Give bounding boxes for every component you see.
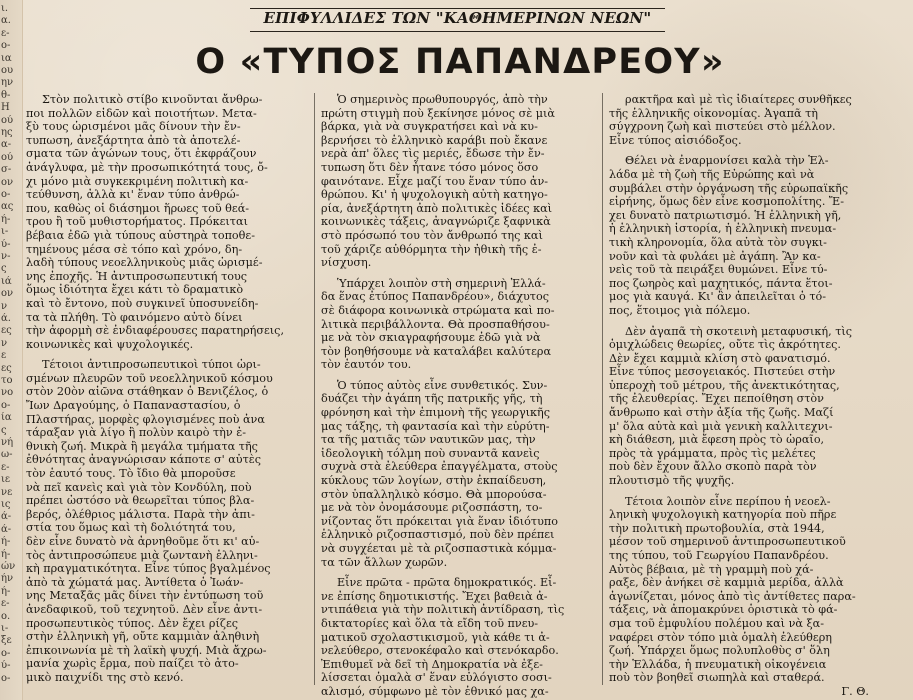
article-line: Ὁ σημερινὸς πρωθυπουργός, ἀπὸ τὴν [337,93,548,106]
article-line: κὴ πραγματικότητα. Εἶνε τύπος βγαλμένος [26,562,271,576]
article-line: Δὲν ἔχει καμμιὰ κλίση στὸ φανατισμό. [609,351,831,365]
article-line: ὁμιχλώδεις θεωρίες, οὔτε τὶς ἀκρότητες. [609,338,841,352]
article-line: τὴν ἀφορμὴ σὲ ἐνδιαφέρουσες παρατηρήσεις, [26,324,285,338]
edge-text-line: ά. [1,313,11,324]
article-line: τυπωση, ἀνεξάρτητα ἀπὸ τὰ ἀποτελέ- [26,133,241,147]
article-line: με νὰ τὸν ὀνομάσουμε ριζοσπάστη, το- [321,501,543,515]
article-line: στὸν ὑπαλληλικὸ κόσμο. Θὰ μπορούσα- [321,487,547,501]
edge-text-line: ι- [1,623,9,634]
headline: Ο «ΤΥΠΟΣ ΠΑΠΑΝΔΡΕΟΥ» [195,42,725,82]
article-line: τὸν ἑαυτό τους. Τὸ ἴδιο θὰ μποροῦσε [26,467,236,481]
paragraph-gap [609,488,881,495]
article-line: βέβαια ἐδῶ γιὰ τύπους αὐστηρὰ τοποθε- [26,228,255,242]
text-column-1 [26,93,308,685]
article-line: μος γιὰ καυγά. Κι' ἂν ἀπειλεῖται ὁ τό- [609,290,827,304]
article-line: νης Μεταξᾶς μᾶς δίνει τὴν ἐντύπωση τοῦ [26,589,264,603]
article-line: Εἶνε τύπος αἰσιόδοξος. [609,133,742,147]
article-line: χι μόνο μιὰ συγκεκριμένη πολιτικὴ κα- [26,174,249,188]
article-line: συμβάλει στὴν ὀργάνωση τῆς εὐρωπαϊκῆς [609,181,849,195]
edge-text-line: ή- [1,548,11,560]
article-line: νελεύθερο, στενοκέφαλο καὶ στενόκαρδο. [321,644,559,658]
article-line: τα τὰ πλήθη. Τὸ φαινόμενο αὐτὸ δίνει [26,310,243,324]
article-line: ποι πολλῶν εἰδῶν καὶ ποιοτήτων. Μετα- [26,106,257,120]
article-line: τὴν πολιτικὴ πρωτοβουλία, στὰ 1944, [609,521,825,535]
edge-text-line: σ- [1,164,12,176]
article-line: πος ζωηρὸς καὶ μαχητικός, πάντα ἕτοι- [609,276,833,290]
article-line: κύκλους τῶν λογίων, στὴν ἐκπαίδευση, [321,474,547,488]
article-line: Θέλει νὰ ἐναρμονίσει καλὰ τὴν Ἑλ- [625,154,829,168]
article-line: βερός, ὀλέθριος μάλιστα. Παρὰ τὴν ἀπι- [26,507,255,521]
article-line: συχνὰ στὰ ἐλεύθερα ἐπαγγέλματα, στοὺς [321,460,558,474]
edge-text-line: ου [1,65,14,76]
edge-text-line: ια [1,52,12,64]
article-line: πος, ἕτοιμος γιὰ πόλεμο. [609,303,751,317]
edge-text-line: ή- [1,213,11,225]
edge-text-line: ύ- [1,238,11,250]
article-line: στὸ πρόσωπό του τὸν ἄνθρωπό της καὶ [321,228,543,242]
article-line: σματα τῶν ἀγώνων τους, ὅτι ἐκφράζουν [26,147,257,161]
article-line: Τέτοια λοιπὸν εἶνε περίπου ἡ νεοελ- [625,494,831,508]
article-line: Αὐτὸς βέβαια, μὲ τὴ γραμμὴ ποὺ χά- [609,562,814,576]
article-line: τοῦ χάριζε αὐθόρμητα τὴν ἠθικὴ τῆς ἐ- [321,242,542,256]
article-line: δα ἕνας ἐτύπος Παπανδρέου», διάχυτος [321,290,549,304]
article-paragraph [321,379,594,569]
article-line: λαδὴ τύπους νεοελληνικοὺς μιᾶς ὡρισμέ- [26,256,263,270]
article-line: ναφέρει στὸν τόπο μιὰ ὁμαλὴ ἐλεύθερη [609,630,832,644]
edge-text-line: ε- [1,461,10,473]
article-line: θνικὴ ζωή. Μικρὰ ἢ μεγάλα τμήματα τῆς [26,439,258,453]
article-line: μανία χωρὶς ἔρμα, ποὺ παίζει τὸ ἀτο- [26,657,239,671]
article-line: τάραξαν γιὰ λίγο ἢ πολὺν καιρὸ τὴν ἐ- [26,426,247,440]
paragraph-gap [321,372,594,379]
left-edge-fragment [0,0,23,700]
article-line: Στὸν πολιτικὸ στίβο κινοῦνται ἄνθρω- [42,93,263,106]
article-line: ραξε, δὲν ἀνήκει σὲ καμμιὰ μερίδα, ἀλλὰ [609,576,844,590]
article-paragraph [609,495,881,685]
edge-text-line: ν [1,300,8,312]
article-line: καὶ τὸ ἔντονο, ποὺ συγκινεῖ ὑποσυνείδη- [26,296,259,310]
edge-text-line: ού [1,151,14,163]
edge-text-line: ιά [1,275,12,287]
edge-text-line: ξε [1,635,12,647]
article-line: ἰδεολογικὴ τόλμη ποὺ συναντᾶ κανεὶς [321,446,540,460]
edge-text-line: ή- [1,585,11,597]
article-line: ἑλληνικὸ ριζοσπαστισμό, ποὺ δὲν πρέπει [321,528,555,542]
article-paragraph [321,277,594,372]
article-line: ἡ ἑλληνικὴ ἱστορία, ἡ ἑλληνικὴ πνευμα- [609,222,837,236]
article-line: ρία, ἀνεξάρτητη ἀπὸ πολιτικὲς ἰδέες καὶ [321,201,553,215]
article-line: τὴν Ἑλλάδα, ἡ πνευματικὴ οἰκογένεια [609,657,827,671]
article-line: πρώτη στιγμὴ ποὺ ξεκίνησε μόνος σὲ μιὰ [321,106,555,120]
article-line: Ἴων Δραγούμης, ὁ Παπαναστασίου, ὁ [26,399,241,413]
article-line: Εἶνε τύπος μεσογειακός. Πιστεύει στὴν [609,365,836,379]
article-line: σμένων πλευρῶν τοῦ νεοελληνικοῦ κόσμου [26,371,273,385]
article-line: νε ἐπίσης δημοτικιστής. Ἔχει βαθειὰ ἀ- [321,589,548,603]
edge-text-line: ο- [1,189,11,200]
article-line: ἀγωνίζεται, μόνος ἀπὸ τὶς ἀντίθετες παρα- [609,589,856,603]
article-line: σὲ διάφορα κοινωνικὰ στρώματα καὶ πο- [321,303,555,317]
article-line: πλουτισμὸ τῆς ψυχῆς. [609,474,735,488]
edge-text-line: ι. [1,3,9,14]
paragraph-gap [26,351,308,358]
edge-text-line: ού [1,114,14,126]
article-line: μικὸ παιχνίδι της στὸ κενό. [26,670,184,684]
article-line: ἀπὸ τὰ χώματά μας. Ἀντίθετα ὁ Ἰωάν- [26,575,244,589]
edge-text-line: ν- [1,251,11,262]
article-paragraph [321,93,594,270]
article-line: βερνήσει τὸ ἑλληνικὸ καράβι ποὺ ἔκανε [321,133,548,147]
paragraph-gap [609,318,881,325]
article-line: ληνικὴ ψυχολογικὴ κατηγορία ποὺ πῆρε [609,508,837,522]
edge-text-line: ον [1,288,14,300]
article-line: ματικοῦ σχολαστικισμοῦ, γιὰ κάθε τι ἀ- [321,630,550,644]
article-line: νεὶς τοῦ τὰ πειράξει θυμώνει. Εἶνε τύ- [609,263,828,277]
article-line: νης ἐποχῆς. Ἡ ἀντιπροσωπευτική τους [26,269,248,283]
edge-text-line: νο [1,387,14,399]
article-line: Ὁ τύπος αὐτὸς εἶνε συνθετικός. Συν- [337,378,548,392]
edge-text-line: θ- [1,89,11,101]
edge-text-line: ας [1,201,14,213]
article-line: δικτατορίες καὶ ὅλα τὰ εἴδη τοῦ πνευ- [321,616,539,630]
masthead: ΕΠΙΦΥΛΛΙΔΕΣ ΤΩΝ "ΚΑΘΗΜΕΡΙΝΩΝ ΝΕΩΝ" [263,9,652,27]
article-line: εἰρήνης, ὅμως δὲν εἶνε κοσμοπολίτης. Ἔ- [609,195,844,209]
edge-text-line: ς [1,263,7,275]
article-line: βάρκα, γιὰ νὰ συγκρατήσει καὶ νὰ κυ- [321,120,538,134]
article-line: σύγχρονη ζωὴ καὶ πιστεύει στὸ μέλλον. [609,120,836,134]
text-column-3 [609,93,881,698]
article-paragraph [26,358,308,684]
edge-text-line: ω- [1,449,13,461]
article-line: της τύπου, τοῦ Γεωργίου Παπανδρέου. [609,549,829,562]
article-line: σμα τοῦ ἐμφυλίου πολέμου καὶ νὰ ξα- [609,616,825,630]
article-line: λιτικὰ περιβάλλοντα. Θὰ προσπαθήσου- [321,317,550,331]
article-line: ἀνεδαφικοῦ, τοῦ τεχνητοῦ. Δὲν εἶνε ἀντι- [26,602,263,616]
article-line: φαινότανε. Εἶχε μαζί του ἕναν τύπο ἀν- [321,174,549,188]
article-line: τρου ἢ τοῦ μυθιστορήματος. Πρόκειται [26,215,248,229]
edge-text-line: ά- [1,511,12,523]
article-line: τα τῶν ἄλλων χωρῶν. [321,555,448,569]
article-line: ποὺ τὸν βοηθεῖ σιωπηλὰ καὶ σταθερά. [609,671,825,685]
edge-text-line: ών [1,561,16,572]
edge-text-line: ε [1,350,7,362]
edge-text-line: ε- [1,598,10,610]
article-line: τημένους μέσα σὲ τόπο καὶ χρόνο, δη- [26,242,243,256]
article-line: ἀνάγλυφα, μὲ τὴν προσωπικότητά τους, ὄ- [26,160,268,174]
article-line: Εἶνε πρῶτα - πρῶτα δημοκρατικός. Εἶ- [337,576,557,590]
article-line: προσωπευτικὸς τύπος. Δὲν ἔχει ρίζες [26,616,239,630]
article-line: μέσον τοῦ σημερινοῦ ἀντιπροσωπευτικοῦ [609,535,846,549]
article-line: κὴ διάθεση, μιὰ ἔφεση πρὸς τὸ ὡραῖο, [609,433,825,447]
author-signature: Γ. Θ. [841,684,869,698]
article-line: ντιπάθεια γιὰ τὴν πολιτικὴ ἀντίδραση, τὶς [321,603,565,617]
edge-text-line: ιε [1,474,11,486]
edge-text-line: ες [1,362,12,374]
edge-text-line: ις [1,499,11,510]
article-line: δὲν εἶνε δυνατὸ νὰ ἀρνηθοῦμε ὅτι κι' αὐ- [26,535,260,548]
article-line: νίζοντας ὅτι πρόκειται γιὰ ἕναν ἰδιότυπο [321,514,558,528]
article-line: ξὺ τους ὡρισμένοι μᾶς δίνουν τὴν ἔν- [26,120,241,134]
article-line: νὰ πεῖ κανεὶς καὶ γιὰ τὸν Κονδύλη, ποὺ [26,480,252,494]
column-separator [314,93,315,685]
article-paragraph [609,93,881,147]
article-line: Ἐπιθυμεῖ νὰ δεῖ τὴ Δημοκρατία νὰ ἐξε- [321,657,543,671]
article-line: ὑπεροχὴ τοῦ μέτρου, τῆς ἀνεκτικότητας, [609,378,840,392]
article-line: με νὰ τὸν σκιαγραφήσουμε ἐδῶ γιὰ νὰ [321,331,541,345]
article-line: μας τάξης, τὴ φαντασία καὶ τὴν εὐρύτη- [321,419,550,433]
edge-text-line: Η [1,102,10,114]
edge-text-line: ία [1,412,12,424]
article-line: λίσσεται ὁμαλὰ σ' ἕναν εὐλόγιστο σοσι- [321,671,552,685]
article-line: νοῦν καὶ τὰ φυλάει μὲ ἀγάπη. Ἂν κα- [609,249,821,263]
article-line: Πλαστήρας, μορφὲς φλογισμένες ποὺ ἀνα [26,412,265,426]
article-line: τυπωση ὅτι δὲν ἦτανε τόσο μόνος ὅσο [321,160,539,174]
article-line: στὸν 20ὸν αἰῶνα στάθηκαν ὁ Βενιζέλος, ὁ [26,385,269,399]
edge-text-line: ο- [1,399,11,411]
article-line: τικὴ κληρονομία, ὅλα αὐτὰ τὸν συγκι- [609,235,827,249]
edge-text-line: ήν [1,573,14,585]
article-line: ἐθνότητας ἀναγνώρισαν κάποτε σ' αὐτὲς [26,453,262,467]
article-paragraph [26,93,308,351]
article-line: πρέπει ὡστόσο νὰ θεωρεῖται τύπος βλα- [26,494,255,508]
article-line: Τέτοιοι ἀντιπροσωπευτικοὶ τύποι ὡρι- [42,358,261,372]
paragraph-gap [321,270,594,277]
article-line: αλισμό, σύμφωνο μὲ τὸν ἐθνικό μας χα- [321,684,549,698]
edge-text-line: ο- [1,40,11,52]
article-line: ἐπικοινωνία μὲ τὴ λαϊκὴ ψυχή. Μιὰ ἄχρω- [26,643,267,657]
edge-text-line: ά- [1,523,12,535]
article-line: νὰ συγχέεται μὲ τὰ ριζοσπαστικὰ κόμμα- [321,542,557,555]
article-paragraph [609,154,881,317]
article-line: Δὲν ἀγαπᾶ τὴ σκοτεινὴ μεταφυσική, τὶς [625,324,853,338]
article-line: Ὑπάρχει λοιπὸν στὴ σημερινὴ Ἑλλά- [337,276,546,290]
article-line: τῆς ἐλευθερίας. Ἔχει πεποίθηση στὸν [609,392,824,406]
article-line: τεύθυνση, ἀλλὰ κι' ἕναν τύπο ἀνθρώ- [26,188,240,202]
article-line: νίσχυση. [321,256,372,270]
edge-text-line: ι- [1,226,9,238]
article-line: τα τῆς ματιᾶς τῶν ναυτικῶν μας, τὴν [321,433,536,447]
article-line: χει δυνατὸ πατριωτισμό. Ἡ ἑλληνικὴ γῆ, [609,208,842,222]
article-line: στία του ὅμως καὶ τὴ δολιότητά του, [26,521,236,535]
edge-text-line: ην [1,77,14,89]
article-line: κοινωνικὲς τάξεις, ἀναγνώριζε ξαφνικὰ [321,215,551,229]
article-line: ἄνθρωπο καὶ στὴν ἀξία τῆς ζωῆς. Μαζί [609,406,834,420]
edge-text-line: ης [1,127,13,138]
edge-text-line: νή [1,437,14,448]
article-line: τὸν βοηθήσουμε νὰ καταλάβει καλύτερα [321,344,552,358]
edge-text-line: α. [1,15,11,27]
article-line: νερὰ ἀπ' ὅλες τὶς μεριές, ἔδωσε τὴν ἔν- [321,147,545,161]
article-line: που, καθὼς οἱ διάσημοι ἥρωες τοῦ θεά- [26,201,250,215]
article-line: τὸν ἑαυτόν του. [321,358,412,372]
article-line: μ' ὅλα αὐτὰ καὶ μιὰ γενικὴ καλλιτεχνι- [609,419,833,433]
article-line: στὴν ἑλληνικὴ γῆ, οὔτε καμμιὰν ἀληθινὴ [26,630,260,644]
text-column-2 [321,93,594,698]
article-line: ζωή. Ὑπάρχει ὅμως πολυπλοθὺς σ' ὅλη [609,644,830,658]
edge-text-line: ο- [1,672,11,684]
article-line: δυάζει τὴν ἀγάπη τῆς πατρικῆς γῆς, τὴ [321,392,543,406]
edge-text-line: ύ- [1,660,11,672]
article-paragraph [609,325,881,488]
article-line: ρακτῆρα καὶ μὲ τὶς ἰδιαίτερες συνθῆκες [625,93,852,106]
edge-text-line: α- [1,139,12,151]
edge-text-line: ή- [1,536,11,548]
edge-text-line: ο- [1,647,11,659]
edge-text-line: ν [1,337,8,349]
edge-text-line: ες [1,325,12,337]
column-separator [602,93,603,685]
article-line: ὅμως ἰδιότητα ἔχει κάτι τὸ δραματικὸ [26,283,244,297]
article-paragraph [321,576,594,698]
article-line: ποὺ δὲν ἔχουν ἄλλο σκοπὸ παρὰ τὸν [609,460,817,474]
edge-text-line: ο. [1,610,11,622]
article-line: φρόνηση καὶ τὴν ἐπιμονὴ τῆς γεωργικῆς [321,406,551,420]
paragraph-gap [609,147,881,154]
edge-text-line: νε [1,486,13,498]
article-line: θρώπου. Κι' ἡ ψυχολογικὴ αὐτὴ κατηγο- [321,188,548,202]
article-line: τὸς ἀντιπροσώπευε μιὰ ζωντανὴ ἑλληνι- [26,548,258,562]
edge-text-line: το [1,375,13,386]
edge-text-line: ε- [1,27,10,39]
article-line: τῆς ἑλληνικῆς οἰκονομίας. Ἀγαπᾶ τὴ [609,106,818,120]
article-line: λάδα μὲ τὴ ζωὴ τῆς Εὐρώπης καὶ νὰ [609,167,815,181]
article-line: πρὸς τὰ γράμματα, πρὸς τὶς μελέτες [609,446,816,460]
masthead-bottom-rule [250,31,665,32]
article-line: τάξεις, νὰ ἀπομακρύνει ὁριστικὰ τὸ φά- [609,603,838,617]
edge-text-line: ον [1,176,14,188]
article-line: κοινωνικὲς καὶ ψυχολογικές. [26,337,194,351]
edge-text-line: ς [1,424,7,436]
